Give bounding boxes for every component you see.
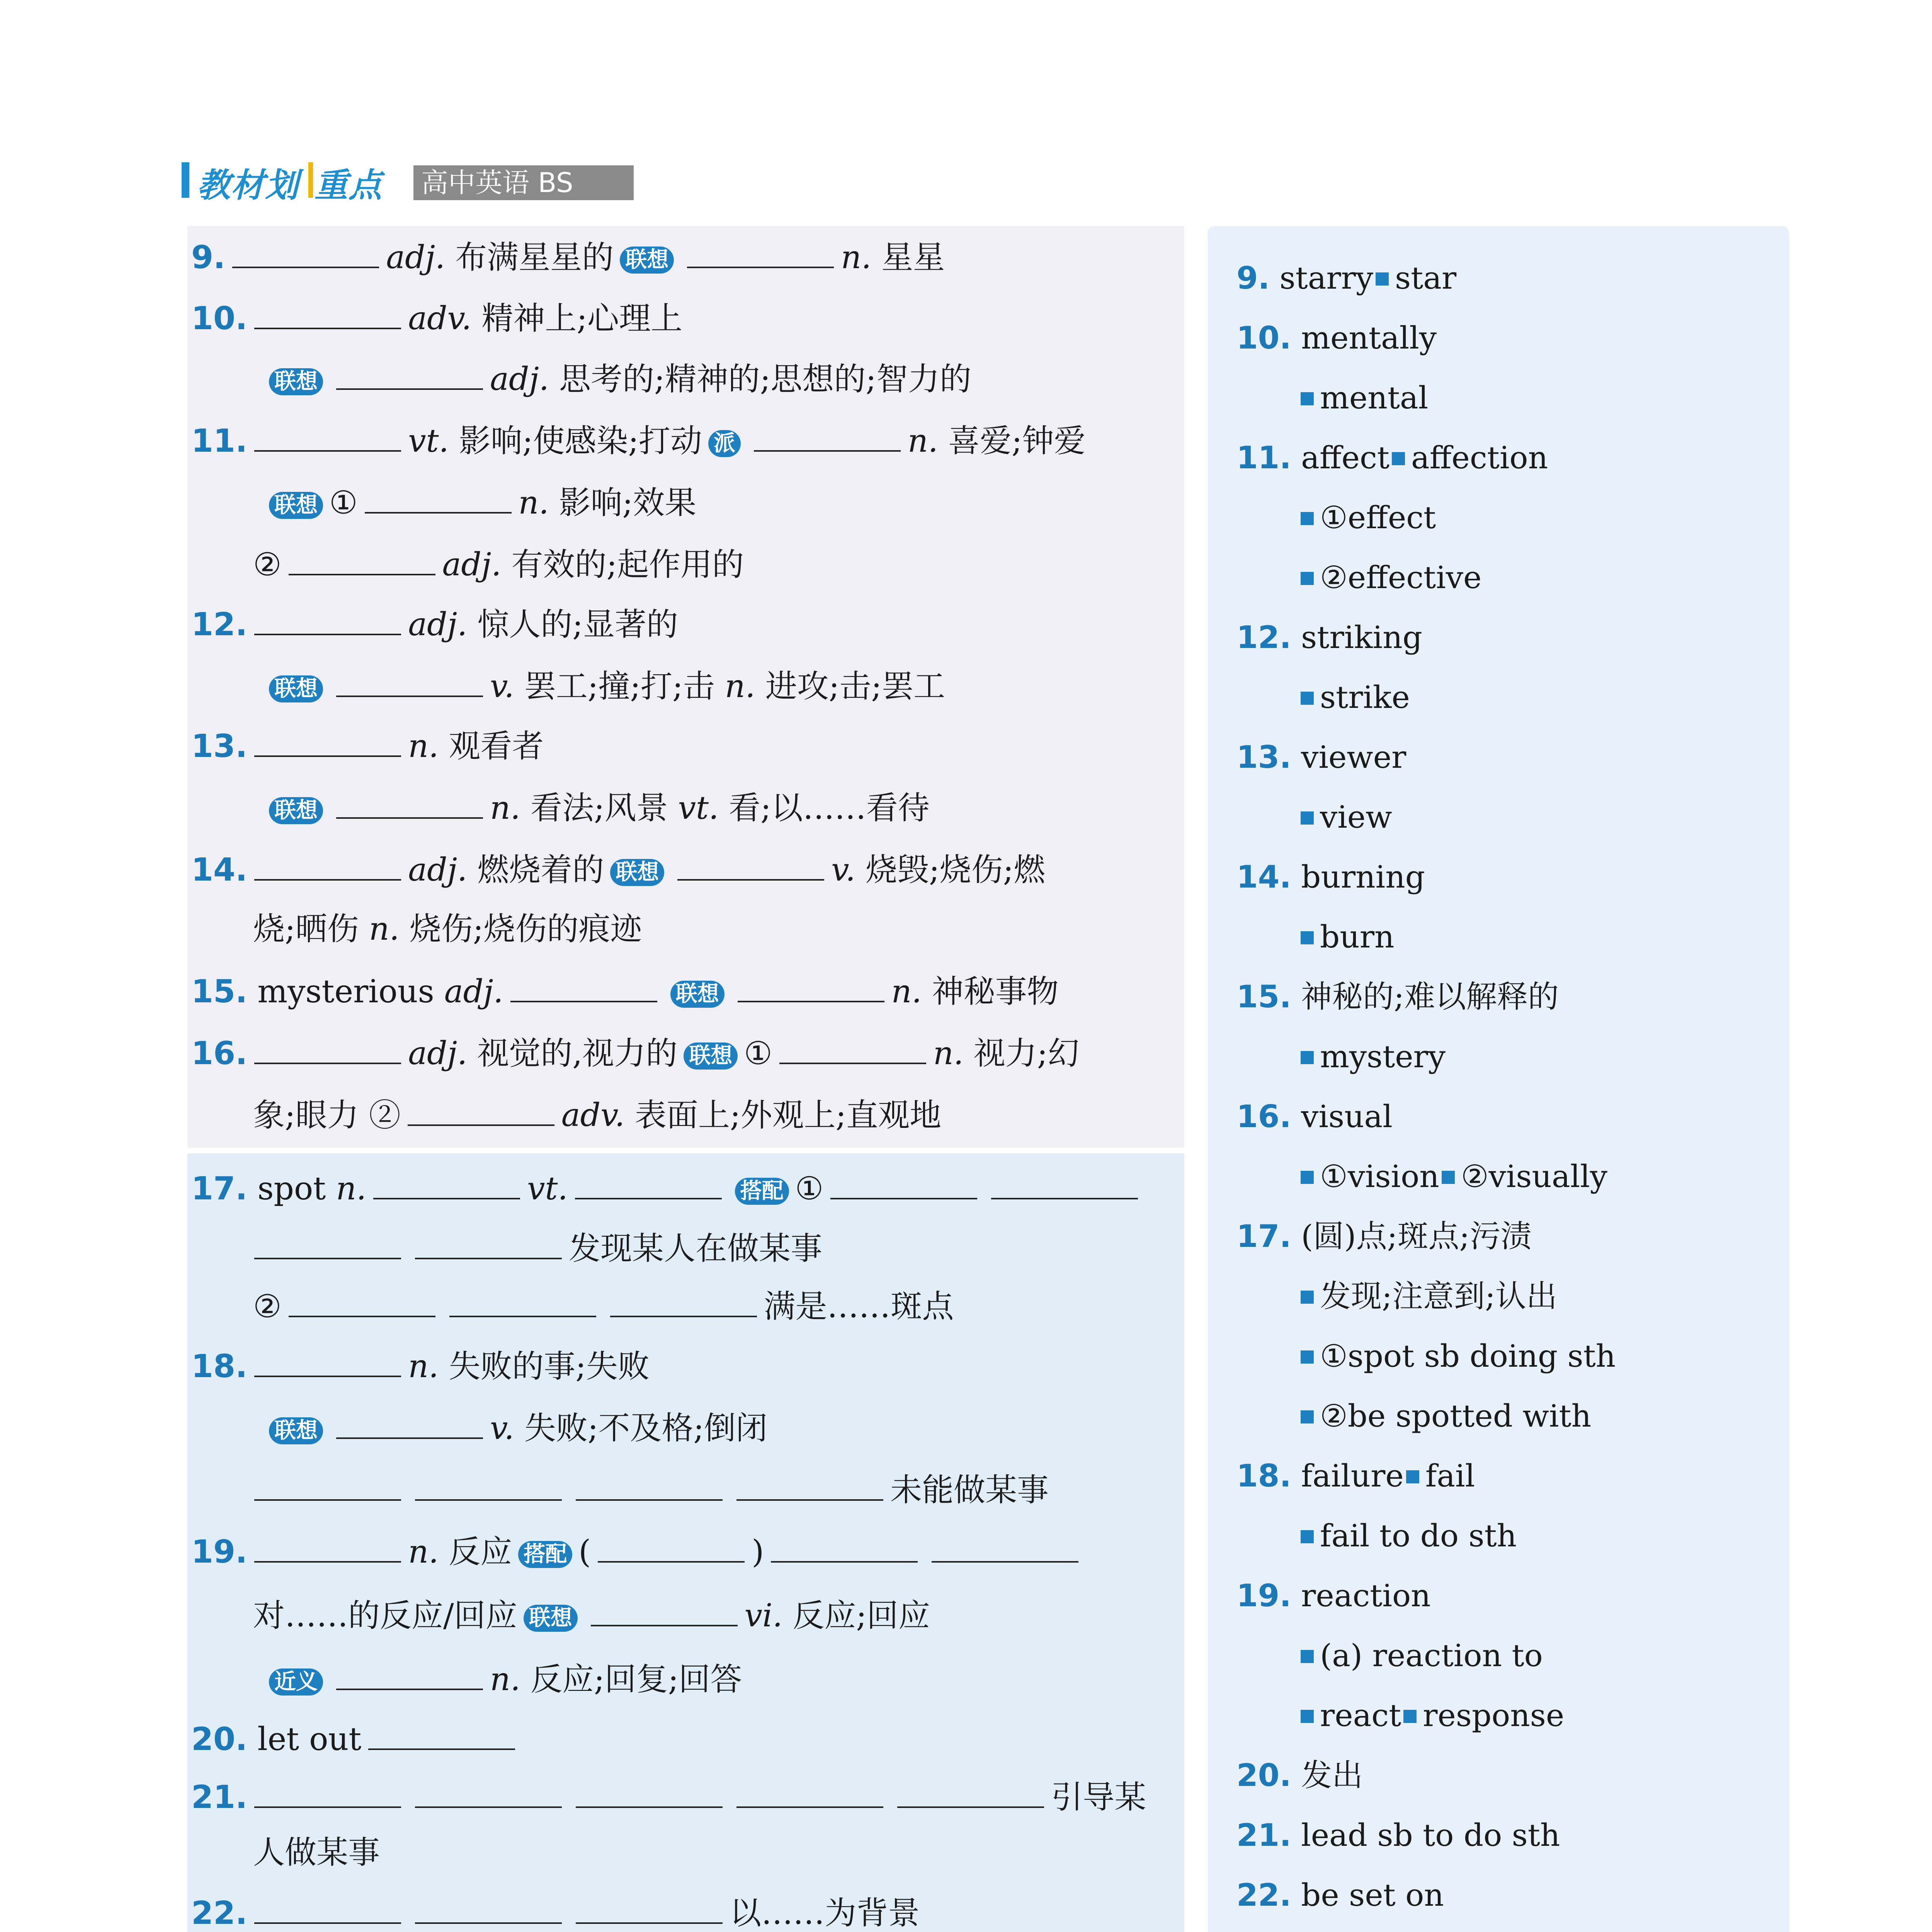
exercise-12-related: 联想 v. 罢工;撞;打;击 n. 进攻;击;罢工 [263,665,945,706]
header-subtitle: 高中英语 BS [413,165,634,200]
answer-11-b: ①effect [1298,498,1436,537]
answer-19-b: (a) reaction to [1298,1636,1543,1675]
exercise-16: 16. adj. 视觉的,视力的 联想 ① n. 视力;幻 [191,1032,1079,1073]
answer-panel [1208,226,1789,1932]
answer-18: 18. failure fail [1236,1458,1475,1494]
answer-9: 9. starry star [1236,260,1457,296]
exercise-11-related: 联想 ① n. 影响;效果 [263,481,696,522]
answer-22: 22. be set on [1236,1877,1444,1913]
tag-badge: 联想 [620,247,674,274]
exercise-17-cont: 发现某人在做某事 [247,1227,822,1268]
answer-17-b: 发现;注意到;认出 [1298,1277,1557,1316]
answer-19-c: react response [1298,1696,1564,1735]
answer-14: 14. burning [1236,859,1425,895]
exercise-18-related: 联想 v. 失败;不及格;倒闭 [263,1406,767,1448]
answer-14-b: burn [1298,918,1395,956]
exercise-10-related: 联想 adj. 思考的;精神的;思想的;智力的 [263,357,971,399]
exercise-21-cont: 人做某事 [253,1834,380,1871]
exercise-22: 22. 以……为背景 [191,1891,920,1932]
answer-12-b: strike [1298,678,1410,717]
answer-13: 13. viewer [1236,739,1406,775]
exercise-17: 17. spot n. vt. 搭配 ① [191,1167,1145,1208]
exercise-10: 10. adv. 精神上;心理上 [191,297,682,338]
answer-10: 10. mentally [1236,320,1437,356]
answer-20: 20. 发出 [1236,1757,1363,1793]
answer-15-b: mystery [1298,1037,1446,1076]
brand-divider [308,162,313,198]
answer-19: 19. reaction [1236,1578,1431,1614]
exercise-13-related: 联想 n. 看法;风景 vt. 看;以……看待 [263,786,930,828]
header-accent-bar [182,162,189,198]
exercise-14: 14. adj. 燃烧着的 联想 v. 烧毁;烧伤;燃 [191,848,1045,889]
exercise-16-cont: 象;眼力 ② adv. 表面上;外观上;直观地 [253,1094,941,1135]
answer-16-b: ①vision ②visually [1298,1157,1607,1196]
answer-18-b: fail to do sth [1298,1517,1517,1555]
exercise-20: 20. let out [191,1718,522,1759]
exercise-19: 19. n. 反应 搭配 ( ) [191,1530,1085,1571]
exercise-19-cont: 对……的反应/回应 联想 vi. 反应;回应 [253,1594,930,1635]
answer-11: 11. affect affection [1236,440,1548,476]
answer-16: 16. visual [1236,1099,1393,1134]
exercise-17-cont-2: ② 满是……斑点 [253,1285,954,1326]
exercise-12: 12. adj. 惊人的;显著的 [191,603,678,644]
answer-10-b: mental [1298,379,1428,417]
answer-13-b: view [1298,798,1392,837]
answer-21: 21. lead sb to do sth [1236,1817,1560,1853]
exercise-9: 9. adj. 布满星星的 联想 n. 星星 [191,236,945,277]
exercise-11: 11. vt. 影响;使感染;打动 派 n. 喜爱;钟爱 [191,419,1086,461]
exercise-18: 18. n. 失败的事;失败 [191,1345,650,1386]
answer-11-c: ②effective [1298,558,1481,597]
brand-logo: 教材划 重点 [197,166,383,205]
answer-15: 15. 神秘的;难以解释的 [1236,979,1559,1015]
exercise-13: 13. n. 观看者 [191,724,544,766]
answer-12: 12. striking [1236,619,1422,655]
answer-17: 17. (圆)点;斑点;污渍 [1236,1218,1532,1254]
exercise-11-related-2: ② adj. 有效的;起作用的 [253,543,744,584]
answer-17-c: ①spot sb doing sth [1298,1337,1616,1376]
exercise-19-synonym: 近义 n. 反应;回复;回答 [263,1658,742,1699]
exercise-14-cont: 烧;晒伤 n. 烧伤;烧伤的痕迹 [253,911,642,947]
exercise-21: 21. 引导某 [191,1776,1146,1817]
exercise-18-phrase: 未能做某事 [247,1468,1049,1510]
answer-17-d: ②be spotted with [1298,1397,1591,1435]
exercise-15: 15. mysterious adj. 联想 n. 神秘事物 [191,970,1059,1011]
